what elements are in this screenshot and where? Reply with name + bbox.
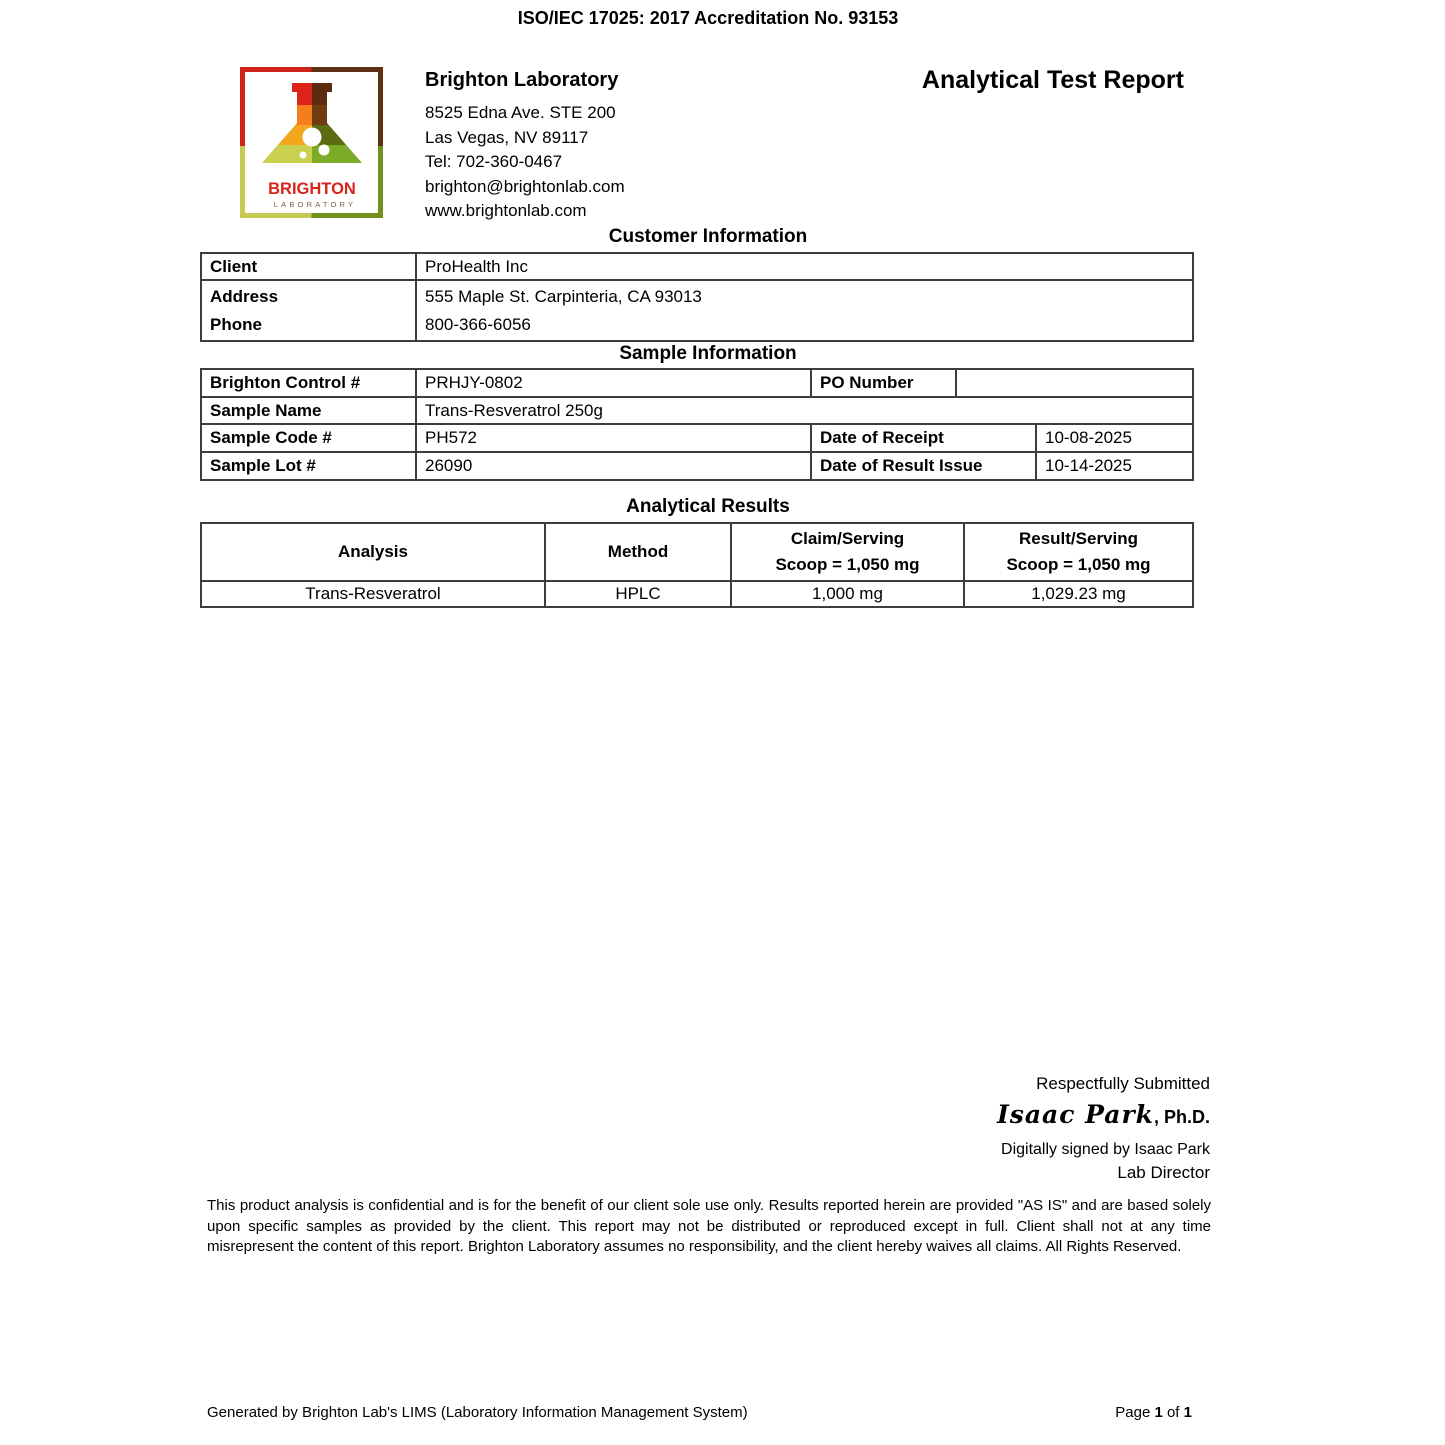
sample-lot-label: Sample Lot # [201,452,416,480]
table-row [201,369,1193,397]
lab-address-line2: Las Vegas, NV 89117 [425,127,589,147]
brighton-laboratory-logo [240,67,383,218]
claim-header-line1: Claim/Serving [790,529,905,548]
page-total: 1 [1183,1404,1192,1421]
brighton-control-label: Brighton Control # [201,369,416,397]
results-header-row [201,523,1193,581]
page-footer [207,1404,1192,1421]
phone-label: Phone [210,314,262,334]
results-data-row [201,581,1193,607]
claim-header-line2: Scoop = 1,050 mg [775,555,920,574]
analysis-value: Trans-Resveratrol [201,581,545,607]
lab-name: Brighton Laboratory [425,69,619,91]
sample-information-table [200,368,1194,481]
logo-wordmark-top: BRIGHTON [268,180,356,198]
address-value: 555 Maple St. Carpinteria, CA 93013 [425,287,702,306]
sample-name-label: Sample Name [201,397,416,425]
page-word: Page [1115,1404,1155,1421]
accreditation-header: ISO/IEC 17025: 2017 Accreditation No. 93153 [517,8,899,28]
brighton-control-value: PRHJY-0802 [416,369,811,397]
claim-value: 1,000 mg [731,581,964,607]
lab-director-title: Lab Director [1117,1163,1210,1182]
phone-value: 800-366-6056 [425,314,531,334]
result-header-line2: Scoop = 1,050 mg [1006,555,1151,574]
date-of-receipt-label: Date of Receipt [811,424,1036,452]
sample-information-heading: Sample Information [619,343,797,364]
table-row [201,253,1193,280]
signature-block [997,1072,1210,1185]
analysis-column-header: Analysis [201,523,545,581]
client-value: ProHealth Inc [416,253,1193,280]
result-header-line1: Result/Serving [1018,529,1139,548]
date-of-result-issue-value: 10-14-2025 [1036,452,1193,480]
lab-website: www.brightonlab.com [425,201,587,221]
flask-logo-icon [240,67,383,218]
generated-by-text: Generated by Brighton Lab's LIMS (Laboratory Information Management System) [207,1404,748,1421]
page-current: 1 [1154,1404,1163,1421]
page-number [1115,1404,1192,1421]
lab-phone: Tel: 702-360-0467 [425,152,563,172]
digitally-signed-text: Digitally signed by Isaac Park [1001,1141,1210,1158]
logo-wordmark-bottom: LABORATORY [273,200,357,209]
respectfully-submitted-text: Respectfully Submitted [1036,1074,1210,1093]
customer-information-table [200,252,1194,342]
lab-address-line1: 8525 Edna Ave. STE 200 [425,103,616,122]
lab-info-block [425,69,625,224]
po-number-label: PO Number [811,369,956,397]
date-of-result-issue-label: Date of Result Issue [811,452,1036,480]
address-label: Address [210,287,279,306]
result-value: 1,029.23 mg [964,581,1193,607]
page-of-word: of [1162,1404,1184,1421]
report-title: Analytical Test Report [921,66,1184,94]
method-column-header: Method [545,523,731,581]
address-phone-values [416,280,1193,341]
sample-code-label: Sample Code # [201,424,416,452]
lab-email: brighton@brightonlab.com [425,176,625,196]
table-row [201,424,1193,452]
table-row [201,280,1193,341]
table-row [201,397,1193,425]
disclaimer-paragraph: This product analysis is confidential and is for the benefit of our client sole use only. Results reported herein are provided "AS IS" and are based solely upon specific samples as provided by the client. This report may not be distributed or reproduced except in full. Client shall not at any time misrepresent the content of this report. Brighton Laboratory assumes no responsibility, and the client hereby waives all claims. All Rights Reserved. [207,1197,1211,1256]
customer-information-heading: Customer Information [608,226,808,247]
address-phone-labels [201,280,416,341]
client-label: Client [201,253,416,280]
date-of-receipt-value: 10-08-2025 [1036,424,1193,452]
table-row [201,452,1193,480]
claim-column-header [731,523,964,581]
method-value: HPLC [545,581,731,607]
result-column-header [964,523,1193,581]
analytical-results-heading: Analytical Results [626,496,790,517]
signature-name-line [997,1099,1210,1135]
sample-lot-value: 26090 [416,452,811,480]
po-number-value [956,369,1193,397]
sample-name-value: Trans-Resveratrol 250g [416,397,1193,425]
sample-code-value: PH572 [416,424,811,452]
signature-script: Isaac Park [997,1100,1154,1129]
analytical-results-table [200,522,1194,608]
signature-suffix: , Ph.D. [1153,1107,1210,1127]
